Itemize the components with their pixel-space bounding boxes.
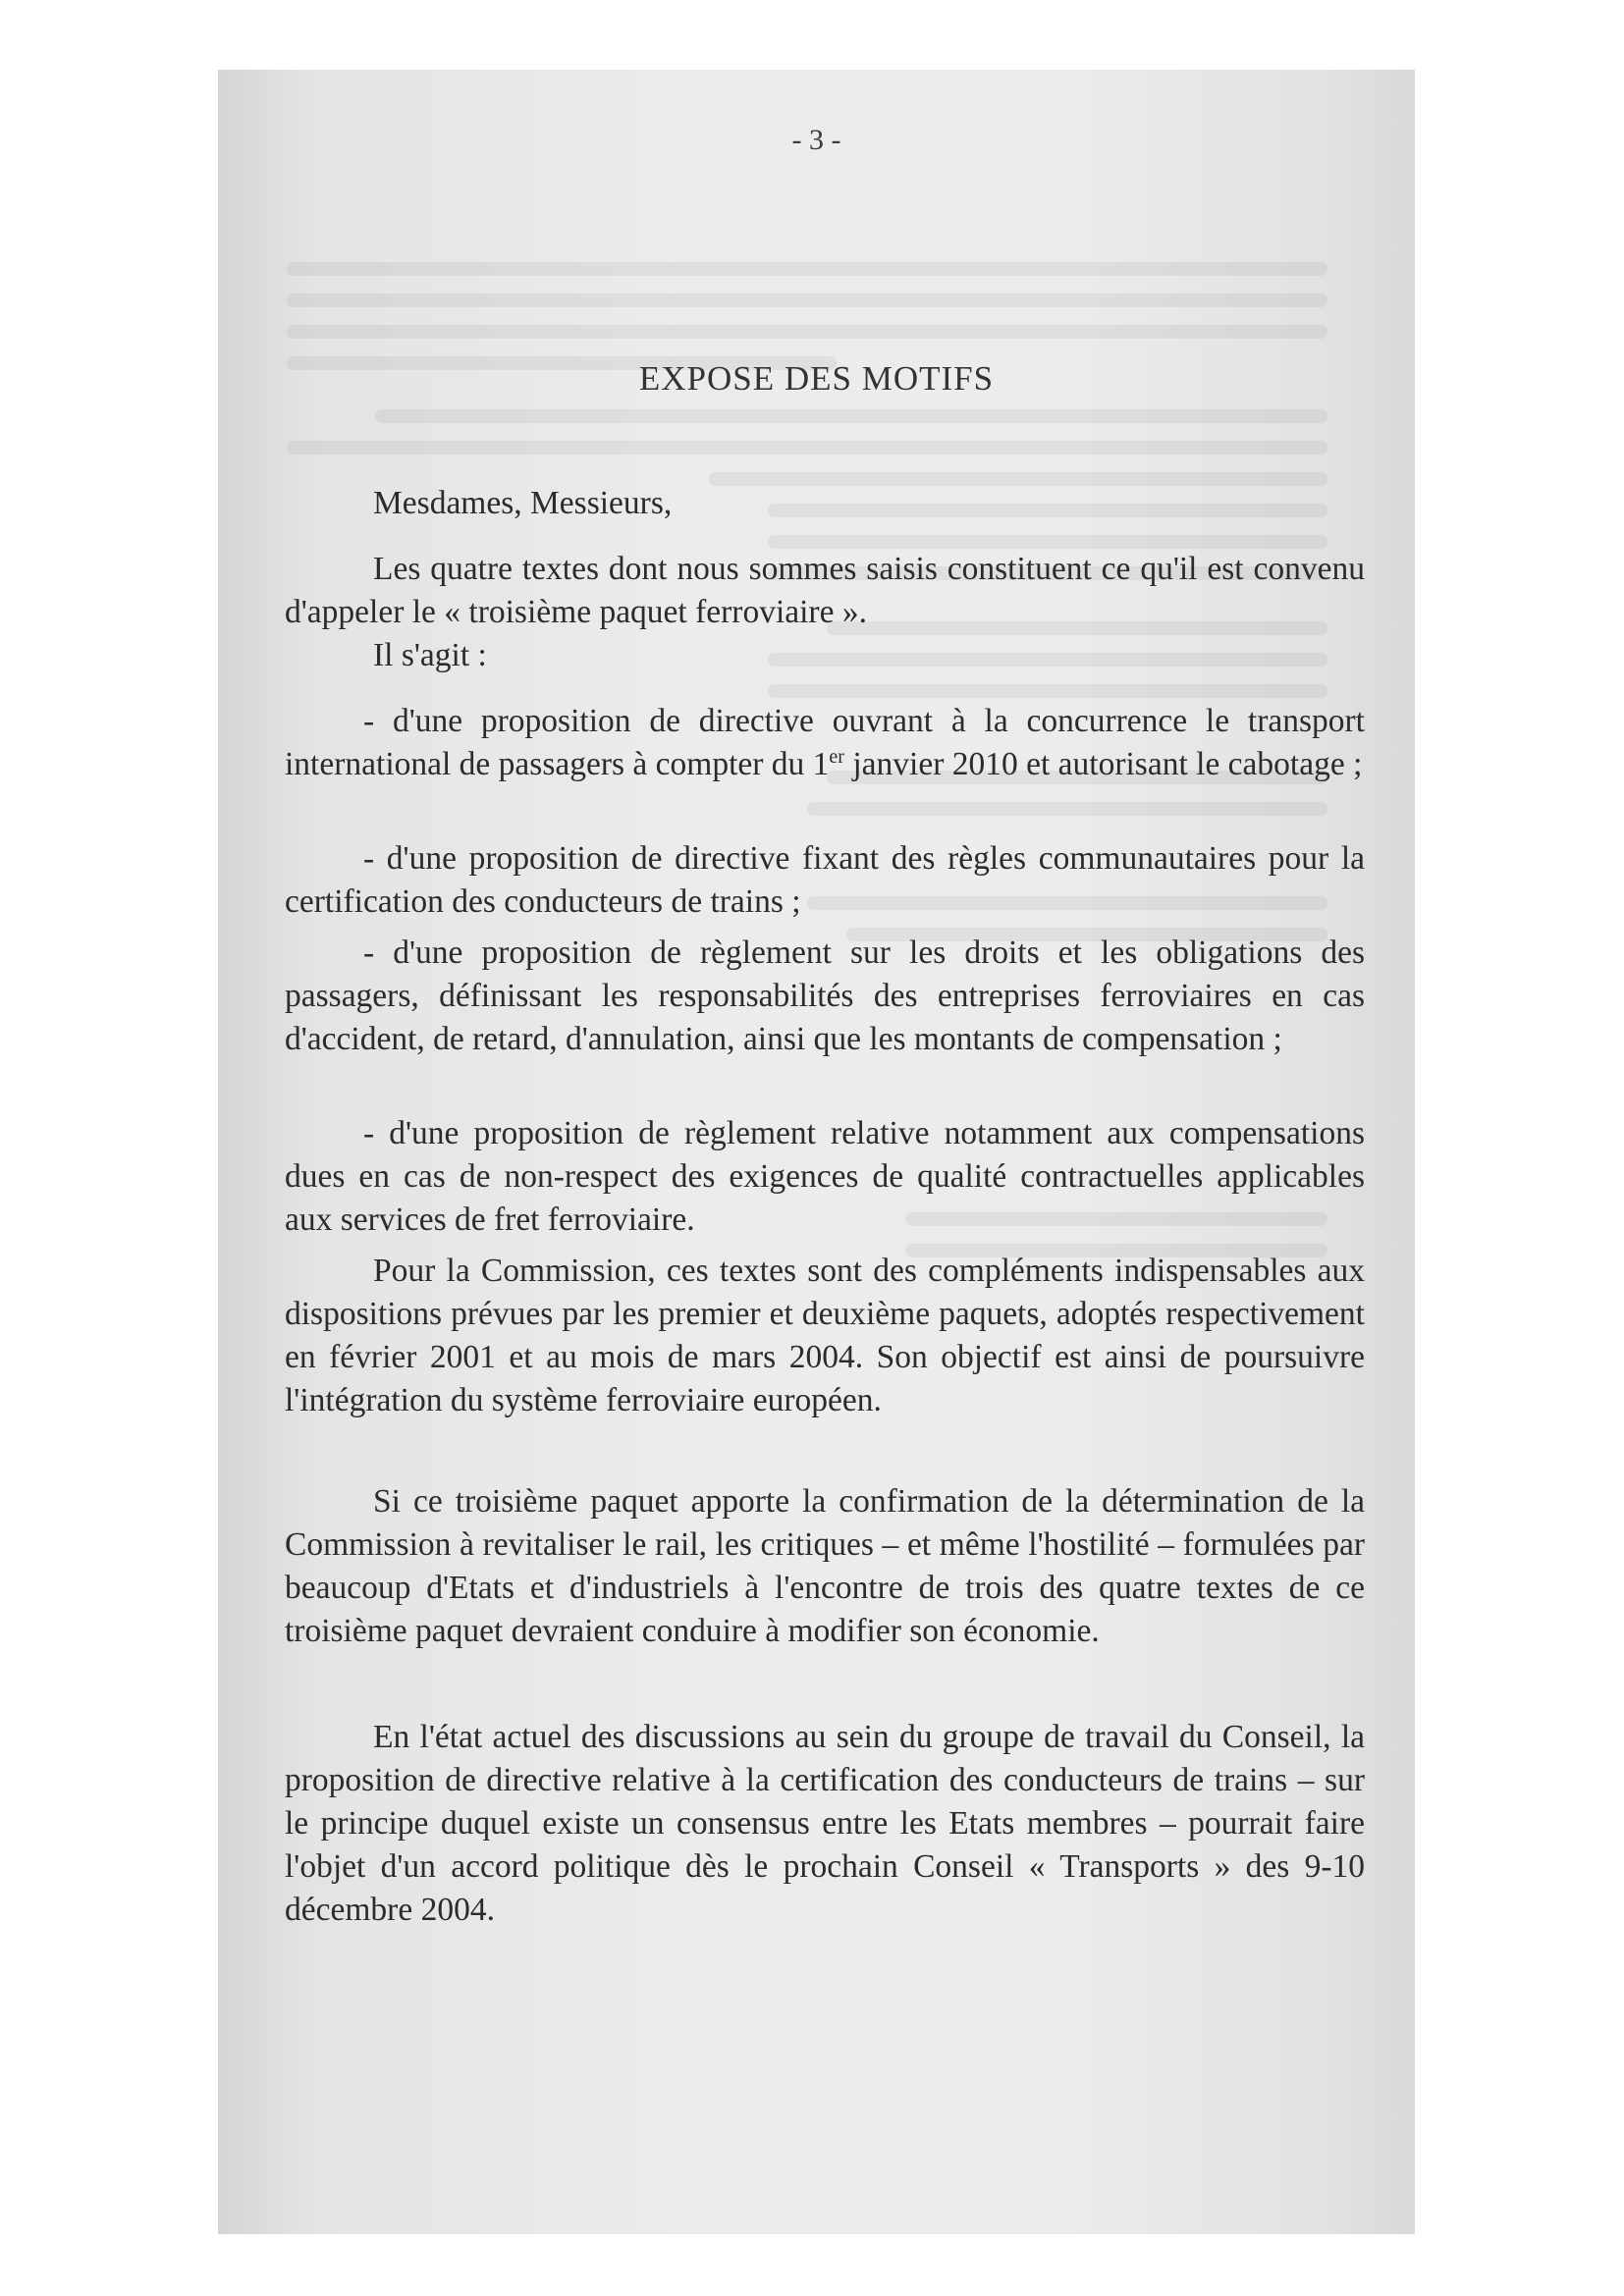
paragraph-commission: Pour la Commission, ces textes sont des compléments indispensables aux dispositions prévues par les premier et deuxième paquets, adoptés respectivement en février 2001 et au mois de mars 2004. Son objectif est ainsi de poursuivre l'intégration du système ferroviaire européen.: [285, 1253, 1365, 1418]
ordinal-suffix: er: [829, 745, 844, 768]
scanned-page: [218, 70, 1415, 2234]
list-item-2: - d'une proposition de directive fixant des règles communautaires pour la certification des conducteurs de trains ;: [285, 840, 1365, 920]
document-title: EXPOSE DES MOTIFS: [638, 359, 995, 398]
page-number: - 3 -: [791, 124, 841, 156]
salutation: Mesdames, Messieurs,: [373, 485, 673, 521]
list-item-1-text: - d'une proposition de directive ouvrant à la concurrence le transport international de passagers à compter du 1: [285, 703, 1365, 782]
list-item-1-text-end: janvier 2010 et autorisant le cabotage ;: [843, 746, 1363, 782]
paragraph-critiques: Si ce troisième paquet apporte la confirmation de la détermination de la Commission à revitaliser le rail, les critiques – et même l'hostilité – formulées par beaucoup d'Etats et d'industriels à l'encontre de trois des quatre textes de ce troisième paquet devraient conduire à modifier son économie.: [285, 1483, 1365, 1649]
list-item-1: [285, 700, 1365, 786]
lead-in: Il s'agit :: [373, 637, 487, 673]
list-item-3: - d'une proposition de règlement sur les droits et les obligations des passagers, définissant les responsabilités des entreprises ferroviaires en cas d'accident, de retard, d'annulation, ainsi que les montants de compensation ;: [285, 934, 1365, 1057]
intro-paragraph: Les quatre textes dont nous sommes saisis constituent ce qu'il est convenu d'appeler le « troisième paquet ferroviaire ».: [285, 551, 1365, 630]
list-item-4: - d'une proposition de règlement relative notamment aux compensations dues en cas de non-respect des exigences de qualité contractuelles applicables aux services de fret ferroviaire.: [285, 1115, 1365, 1238]
paragraph-conseil: En l'état actuel des discussions au sein du groupe de travail du Conseil, la proposition de directive relative à la certification des conducteurs de trains – sur le principe duquel existe un consensus entre les Etats membres – pourrait faire l'objet d'un accord politique dès le prochain Conseil « Transports » des 9-10 décembre 2004.: [285, 1719, 1365, 1928]
